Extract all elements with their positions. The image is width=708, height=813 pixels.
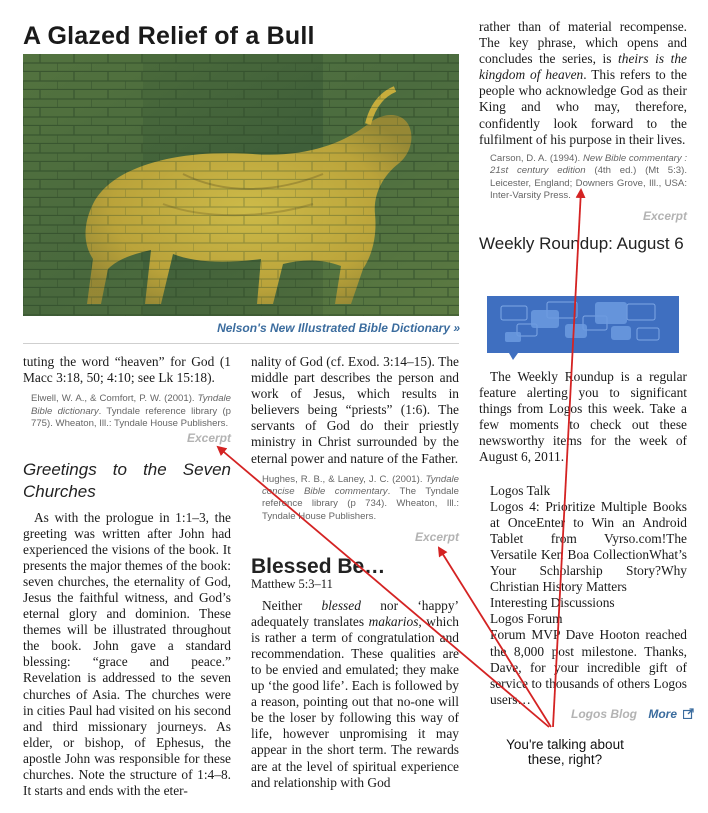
col1-paragraph: tuting the word “heaven” for God (1 Macc 3:18, 50; 4:10; see Lk 15:18).: [23, 354, 231, 386]
col2-paragraph: nality of God (cf. Exod. 3:14–15). The middle part describes the person and work of Jesus, which results in believers being “priests” (1:6). The servants of God do their priestly ministry in Christ surrounded by the eternal power and nature of the Father.: [251, 354, 459, 466]
source-link[interactable]: Nelson's New Illustrated Bible Dictionary »: [217, 321, 460, 335]
arrow-to-excerpt-1: [218, 447, 549, 727]
annotation-note: You're talking about these, right?: [506, 737, 624, 767]
list-item[interactable]: Interesting Discussions: [490, 595, 615, 611]
article-title: A Glazed Relief of a Bull: [23, 22, 315, 50]
col3-paragraph: rather than of material recompense. The key phrase, which opens and concludes the series, is theirs is the kingdom of heaven. This refers to the people who acknowledge God as their King and who may, therefore, confidently look forward to the fulfilment of his purpose in their lives.: [479, 19, 687, 147]
list-item[interactable]: Logos Forum: [490, 611, 563, 627]
list-item: Forum MVP Dave Hooton reached the 8,000 post milestone. Thanks, Dave, for your incredible gift of service to thousands of others Logos users…: [490, 627, 687, 707]
excerpt-link[interactable]: Excerpt: [642, 209, 687, 224]
roundup-intro: The Weekly Roundup is a regular feature alerting you to significant things from Logos this week. Take a few moments to check out these newsworthy items for the week of August 6, 2011.: [479, 369, 687, 465]
more-link[interactable]: More: [648, 707, 678, 721]
col3-citation: Carson, D. A. (1994). New Bible commentary : 21st century edition (4th ed.) (Mt 5:3). Leicester, England; Downers Grove, Ill., USA: Inter-Varsity Press.: [490, 152, 688, 201]
list-item[interactable]: Logos 4: Prioritize Multiple Books at OnceEnter to Win an Android Tablet from Vyrso.com!The Versatile Ken Boa CollectionWhat’s Your Scholarship Story?Why Christian History Matters: [490, 498, 687, 595]
col2-citation: Hughes, R. B., & Laney, J. C. (2001). Tyndale concise Bible commentary. The Tyndale reference library (p 734). Wheaton, Ill.: Tyndale House Publishers.: [262, 473, 459, 522]
section-heading: Greetings to the Seven Churches: [23, 459, 231, 501]
col1-body: As with the prologue in 1:1–3, the greeting was written after John had experienced the visions of the book. It presents the major themes of the book: seven churches, the eternality of God, Jesus the faithful witness, and God’s eternal glory and dominion. These themes will be illustrated throughout the book. John gave a standard blessing: “grace and peace.” Revelation is addressed to the seven churches of Asia. The churches were in cities Paul had visited on his second and third missionary journeys. As elder, or bishop, of Ephesus, the apostle John was responsible for these churches. Note the structure of 1:4–8. It starts and ends with the eter-: [23, 509, 231, 799]
section-heading: Weekly Roundup: August 6: [479, 234, 684, 254]
col2-body: Neither blessed nor ‘happy’ adequately translates makarios, which is rather a term of congratulation and recommendation. These qualities are to be envied and emulated; they make up ‘the good life’. Each is followed by a reason, pointing out that no-one will be the loser by following this way of life, however unpromising it may appear in the short term. The rewards are at the level of spiritual experience and relationship with God: [251, 597, 459, 790]
excerpt-link[interactable]: Excerpt: [414, 530, 459, 545]
arrow-to-excerpt-3: [553, 190, 581, 727]
col1-citation: Elwell, W. A., & Comfort, P. W. (2001). Tyndale Bible dictionary. Tyndale reference library (p 775). Wheaton, Ill.: Tyndale House Publishers.: [31, 393, 232, 429]
scripture-reference: Matthew 5:3–11: [251, 577, 333, 592]
excerpt-link[interactable]: Excerpt: [186, 431, 231, 446]
arrow-to-excerpt-2: [439, 548, 551, 727]
blog-source: Logos Blog: [571, 707, 637, 721]
list-item[interactable]: Logos Talk: [490, 482, 551, 498]
section-heading: Blessed Be…: [251, 555, 386, 579]
